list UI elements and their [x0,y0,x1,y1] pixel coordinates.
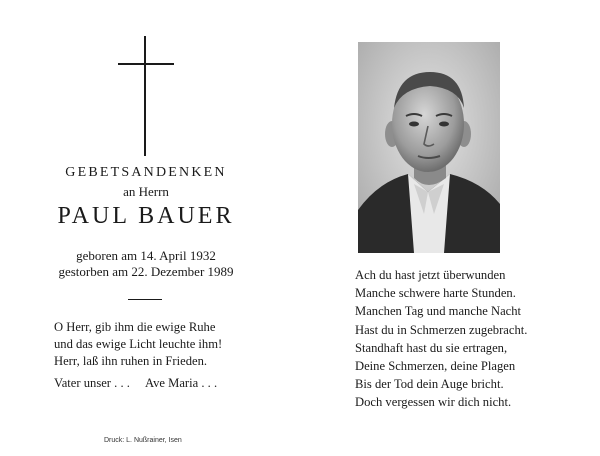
prayer-line: Herr, laß ihn ruhen in Frieden. [54,354,208,368]
vater-unser: Vater unser . . . [54,376,130,390]
poem-line: Deine Schmerzen, deine Plagen [355,359,516,374]
poem-line: Manche schwere harte Stunden. [355,286,516,301]
printer-credit: Druck: L. Nußrainer, Isen [104,437,182,444]
poem-line: Bis der Tod dein Auge bricht. [355,377,504,392]
deceased-name: PAUL BAUER [57,203,235,229]
birth-date: geboren am 14. April 1932 [76,248,216,263]
memorial-poem [355,266,585,412]
poem-line: Hast du in Schmerzen zugebracht. [355,322,528,337]
prayer-line: O Herr, gib ihm die ewige Ruhe [54,320,216,334]
closing-prayers [54,376,217,391]
poem-line: Ach du hast jetzt überwunden [355,268,506,282]
addressee-line: an Herrn [123,184,169,199]
poem-line: Manchen Tag und manche Nacht [355,304,522,319]
ave-maria: Ave Maria . . . [144,376,218,390]
card-heading: GEBETSANDENKEN [65,165,227,180]
poem-line: Doch vergessen wir dich nicht. [355,395,512,410]
death-date: gestorben am 22. Dezember 1989 [58,264,234,279]
cross-icon [118,36,174,156]
portrait-photo [358,42,500,253]
poem-line: Standhaft hast du sie ertragen, [355,340,508,355]
prayer-line: und das ewige Licht leuchte ihm! [54,337,223,351]
prayer-text [54,319,254,370]
divider [128,299,162,300]
